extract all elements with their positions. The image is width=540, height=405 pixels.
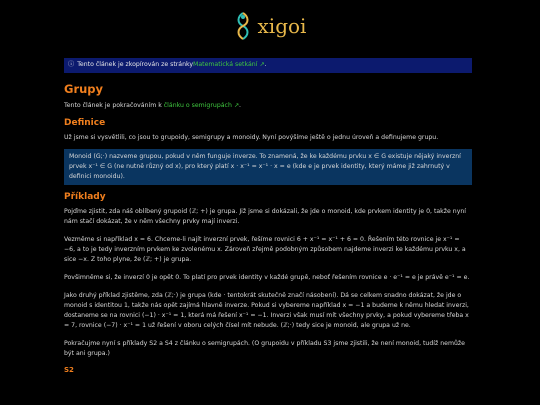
example-paragraph: Vezměme si například x = 6. Chceme-li najít inverzní prvek, řešíme rovnici 6 + x⁻¹ = x⁻¹ + 6 = 0. Řešením této rovnice je x⁻¹ = −6, a to je tedy inverzním prvkem ke zvolenému x. Zároveň zřejmě podobným způsobem najdeme inverzi ke každému prvku x, a sice −x. Z toho plyne, že (ℤ; +) je grupa. xyxy=(64,235,466,263)
site-header xyxy=(0,0,540,52)
notice-text: Tento článek je zkopírován ze stránky xyxy=(77,61,194,68)
example-paragraph: Pojďme zjistit, zda náš oblíbený grupoid (ℤ; +) je grupa. Již jsme si dokázali, že jde o monoid, kde prvkem identity je 0, takže nyní nám stačí dokázat, že v něm všechny prvky mají inverzi. xyxy=(64,207,466,225)
info-icon: ⓘ xyxy=(68,61,75,68)
intro-end: . xyxy=(239,101,241,109)
section-heading-definice: Definice xyxy=(64,117,106,128)
definition-box: Monoid (G;·) nazveme grupou, pokud v něm funguje inverze. To znamená, že ke každému prvku x ∈ G existuje nějaký inverzní prvek x⁻¹ ∈ G (ne nutně různý od x), pro který platí x · x⁻¹ = x⁻¹ · x = e (kde e je prvek identity, který máme již zahrnutý v definici monoidu). xyxy=(64,149,472,185)
site-logo-text[interactable]: xigoi xyxy=(257,13,307,38)
source-link[interactable]: Matematická setkání ↗ xyxy=(193,61,265,68)
section-heading-s2: S2 xyxy=(64,365,74,374)
xigoi-logo-icon[interactable] xyxy=(234,11,252,41)
example-paragraph: Jako druhý příklad zjistěme, zda (ℤ;·) je grupa (kde · tentokrát skutečně značí násobení). Dá se celkem snadno dokázat, že jde o monoid s identitou 1, takže nás opět zajímá hlavně inverze. Pokud si vybereme například x = −1 a budeme k němu hledat inverzi, dostaneme se na rovnici (−1) · x⁻¹ = 1, která má řešení x⁻¹ = −1. Inverzi však musí mít všechny prvky, a pokud vybereme třeba x = 7, rovnice (−7) · x⁻¹ = 1 už řešení v oboru celých čísel mít nebude. (ℤ;·) tedy sice je monoid, ale grupa už ne. xyxy=(64,291,469,329)
notice-end: . xyxy=(264,61,267,68)
intro-paragraph xyxy=(64,101,472,111)
intro-text: Tento článek je pokračováním k xyxy=(64,101,164,109)
example-paragraph: Pokračujme nyní s příklady S2 a S4 z článku o semigrupách. (O grupoidu v příkladu S3 jsme zjistili, že není monoid, tudíž nemůže být ani grupa.) xyxy=(64,339,465,357)
article xyxy=(64,58,472,375)
example-paragraph: Povšimněme si, že inverzí 0 je opět 0. To platí pro prvek identity v každé grupě, neboť řešením rovnice e · e⁻¹ = e je právě e⁻¹ = e. xyxy=(64,273,470,281)
section-heading-priklady: Příklady xyxy=(64,191,106,202)
definice-paragraph: Už jsme si vysvětlili, co jsou to grupoidy, semigrupy a monoidy. Nyní povýšíme ještě o jednu úroveň a definujeme grupu. xyxy=(64,133,439,141)
semigroups-link[interactable]: článku o semigrupách ↗ xyxy=(163,101,240,109)
copy-notice xyxy=(64,58,472,73)
page-title: Grupy xyxy=(64,82,104,96)
